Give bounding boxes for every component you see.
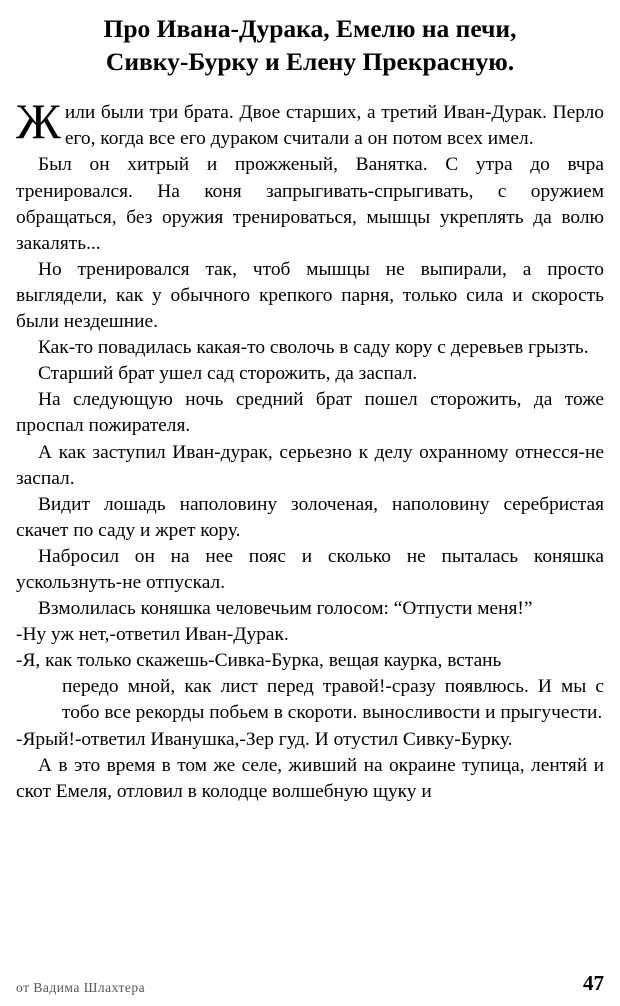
paragraph-final: А в это время в том же селе, живший на окраине тупица, лентяй и скот Емеля, отловил в колодце волшебную щуку и xyxy=(16,754,604,802)
paragraph-9: Набросил он на нее пояс и сколько не пыталась коняшка ускользнуть-не отпускал. xyxy=(16,545,604,593)
paragraph-3: Но тренировался так, чтоб мышцы не выпирали, а просто выглядели, как у обычного крепкого парня, только сила и скорость были нездешние. xyxy=(16,258,604,333)
page-title xyxy=(22,12,598,78)
paragraph-8: Видит лошадь наполовину золоченая, наполовину серебристая скачет по саду и жрет кору. xyxy=(16,493,604,541)
title-line-1: Про Ивана-Дурака, Емелю на печи, xyxy=(103,14,517,43)
paragraph-first xyxy=(16,93,604,152)
dialogue-line-1: -Ну уж нет,-ответил Иван-Дурак. xyxy=(16,624,289,646)
drop-cap-letter: Ж xyxy=(16,93,61,150)
dialogue-line-4: -Ярый!-ответил Иванушка,-Зер гуд. И отустил Сивку-Бурку. xyxy=(16,728,513,750)
footer-attribution: от Вадима Шлахтера xyxy=(16,980,146,995)
paragraph-first-text: или были три брата. Двое старших, а третий Иван-Дурак. Перло его, когда все его дураком считали а он потом всех имел. xyxy=(64,102,604,150)
body-text xyxy=(16,93,604,805)
page-footer xyxy=(16,971,604,996)
paragraph-10: Взмолилась коняшка человечьим голосом: “Отпусти меня!” xyxy=(38,598,533,620)
paragraph-4: Как-то повадилась какая-то сволочь в саду кору с деревьев грызть. xyxy=(38,337,589,359)
dialogue-line-3: передо мной, как лист перед травой!-сразу появлюсь. И мы с тобо все рекорды побьем в скороти. выносливости и прыгучести. xyxy=(62,676,604,724)
page-number: 47 xyxy=(583,971,604,995)
title-line-2: Сивку-Бурку и Елену Прекрасную. xyxy=(105,47,515,77)
paragraph-5: Старший брат ушел сад сторожить, да заспал. xyxy=(38,363,418,385)
paragraph-7: А как заступил Иван-дурак, серьезно к делу охранному отнесся-не заспал. xyxy=(16,441,604,489)
paragraph-6: На следующую ночь средний брат пошел сторожить, да тоже проспал пожирателя. xyxy=(16,389,604,437)
paragraph-2: Был он хитрый и прожженый, Ванятка. С утра до вчра тренировался. На коня запрыгивать-спрыгивать, с оружием обращаться, без оружия тренироваться, мышцы укреплять да волю закалять... xyxy=(16,154,604,254)
dialogue-line-2: -Я, как только скажешь-Сивка-Бурка, вещая каурка, встань xyxy=(16,650,502,672)
